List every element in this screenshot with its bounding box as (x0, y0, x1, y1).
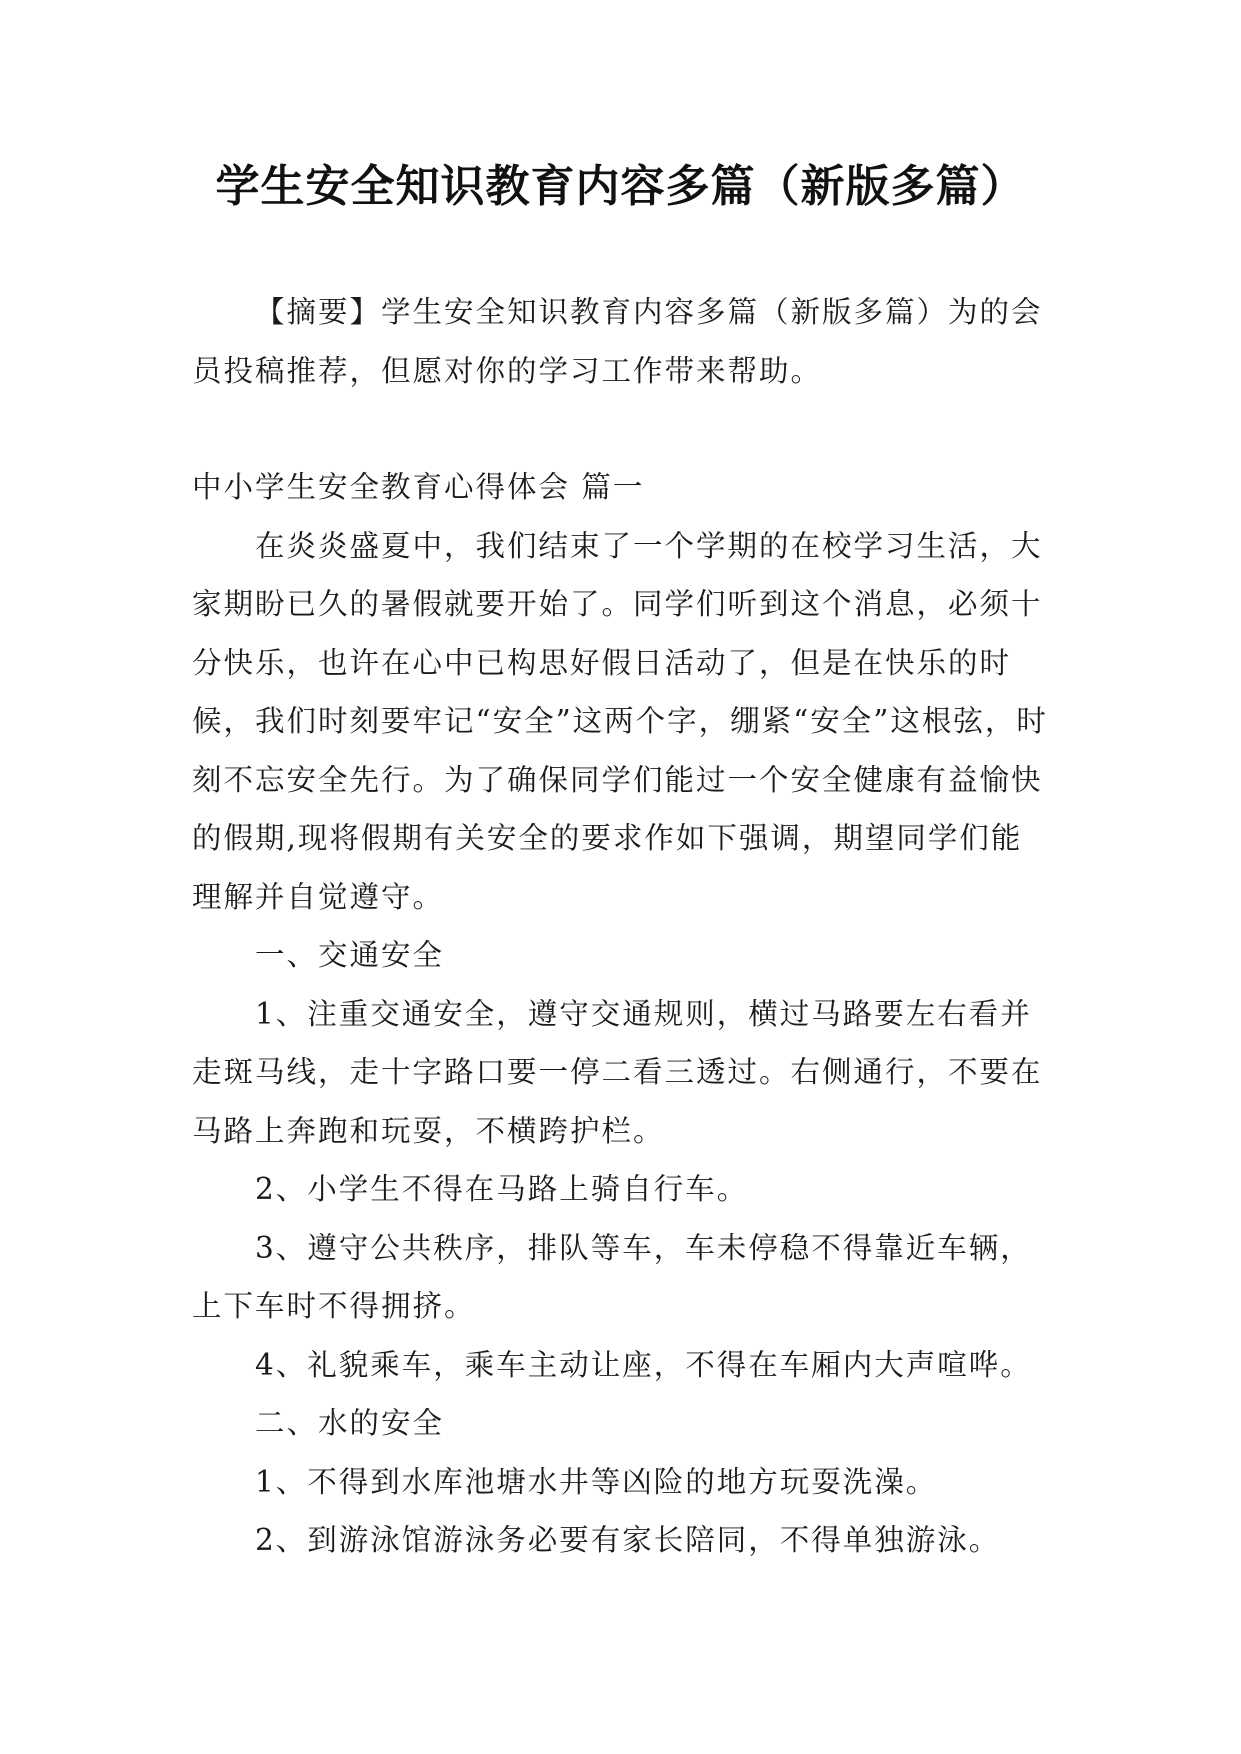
heading-traffic-safety: 一、交通安全 (255, 938, 445, 972)
abstract-block (192, 283, 1052, 400)
paragraph-traffic-3: 3、遵守公共秩序，排队等车，车未停稳不得靠近车辆，上下车时不得拥挤。 (192, 1230, 1032, 1323)
paragraph-traffic-1: 1、注重交通安全，遵守交通规则，横过马路要左右看并走斑马线，走十字路口要一停二看三透过。右侧通行，不要在马路上奔跑和玩耍，不横跨护栏。 (192, 996, 1043, 1148)
paragraph-traffic-4: 4、礼貌乘车，乘车主动让座，不得在车厢内大声喧哗。 (255, 1347, 1032, 1382)
heading-water-safety: 二、水的安全 (255, 1406, 445, 1440)
paragraph-intro: 在炎炎盛夏中，我们结束了一个学期的在校学习生活，大家期盼已久的暑假就要开始了。同学们听到这个消息，必须十分快乐，也许在心中已构思好假日活动了，但是在快乐的时候，我们时刻要牢记“安全”这两个字，绷紧“安全”这根弦，时刻不忘安全先行。为了确保同学们能过一个安全健康有益愉快的假期,现将假期有关安全的要求作如下强调，期望同学们能理解并自觉遵守。 (192, 528, 1048, 914)
document-title: 学生安全知识教育内容多篇（新版多篇） (215, 161, 1026, 212)
paragraph-traffic-2: 2、小学生不得在马路上骑自行车。 (255, 1172, 749, 1206)
section-heading: 中小学生安全教育心得体会 篇一 (192, 470, 645, 504)
paragraph-water-1: 1、不得到水库池塘水井等凶险的地方玩耍洗澡。 (255, 1464, 938, 1499)
article-body (192, 458, 1052, 1570)
paragraph-water-2: 2、到游泳馆游泳务必要有家长陪同，不得单独游泳。 (255, 1523, 1001, 1557)
abstract-paragraph: 【摘要】学生安全知识教育内容多篇（新版多篇）为的会员投稿推荐，但愿对你的学习工作带来帮助。 (192, 295, 1043, 388)
